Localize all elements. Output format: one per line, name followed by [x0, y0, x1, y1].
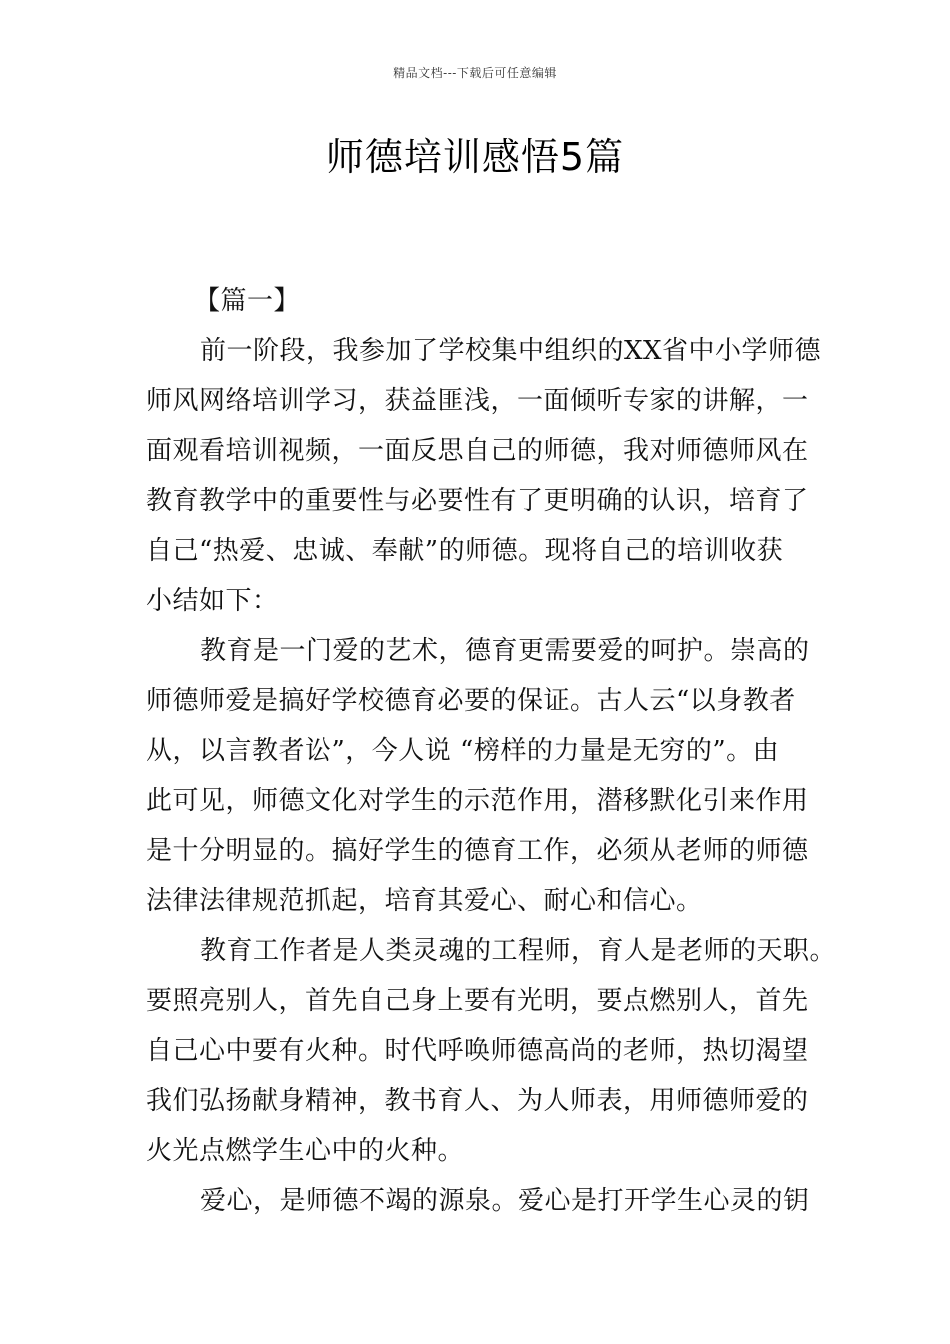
paragraph-1-line-1: 前一阶段，我参加了学校集中组织的XX省中小学师德	[200, 336, 822, 366]
header-note: 精品文档---下载后可任意编辑	[393, 66, 557, 80]
document-body	[146, 276, 837, 1226]
paragraph-2-line-4: 此可见，师德文化对学生的示范作用，潜移默化引来作用	[146, 786, 809, 816]
paragraph-1-line-3: 面观看培训视频，一面反思自己的师德，我对师德师风在	[146, 436, 809, 466]
paragraph-1-line-2: 师风网络培训学习，获益匪浅，一面倾听专家的讲解，一	[146, 386, 809, 416]
paragraph-1-line-6: 小结如下：	[146, 586, 279, 616]
paragraph-3-line-4: 我们弘扬献身精神，教书育人、为人师表，用师德师爱的	[146, 1086, 809, 1116]
paragraph-1-line-5: 自己“热爱、忠诚、奉献”的师德。现将自己的培训收获	[146, 536, 784, 566]
paragraph-4-line-1: 爱心，是师德不竭的源泉。爱心是打开学生心灵的钥	[200, 1186, 810, 1216]
paragraph-2-line-1: 教育是一门爱的艺术，德育更需要爱的呵护。崇高的	[200, 636, 810, 666]
paragraph-1-line-4: 教育教学中的重要性与必要性有了更明确的认识，培育了	[146, 486, 809, 516]
paragraph-3-line-2: 要照亮别人，首先自己身上要有光明，要点燃别人，首先	[146, 986, 809, 1016]
section-heading: 【篇一】	[194, 286, 301, 316]
paragraph-3-line-1: 教育工作者是人类灵魂的工程师，育人是老师的天职。	[200, 936, 837, 966]
paragraph-2-line-3: 从，以言教者讼”，今人说 “榜样的力量是无穷的”。由	[146, 736, 780, 766]
paragraph-2-line-5: 是十分明显的。搞好学生的德育工作，必须从老师的师德	[146, 836, 809, 866]
paragraph-2-line-6: 法律法律规范抓起，培育其爱心、耐心和信心。	[146, 886, 703, 916]
paragraph-3-line-5: 火光点燃学生心中的火种。	[146, 1136, 465, 1166]
paragraph-3-line-3: 自己心中要有火种。时代呼唤师德高尚的老师，热切渴望	[146, 1036, 809, 1066]
document-title: 师德培训感悟5篇	[325, 135, 625, 179]
paragraph-2-line-2: 师德师爱是搞好学校德育必要的保证。古人云“以身教者	[146, 686, 796, 716]
